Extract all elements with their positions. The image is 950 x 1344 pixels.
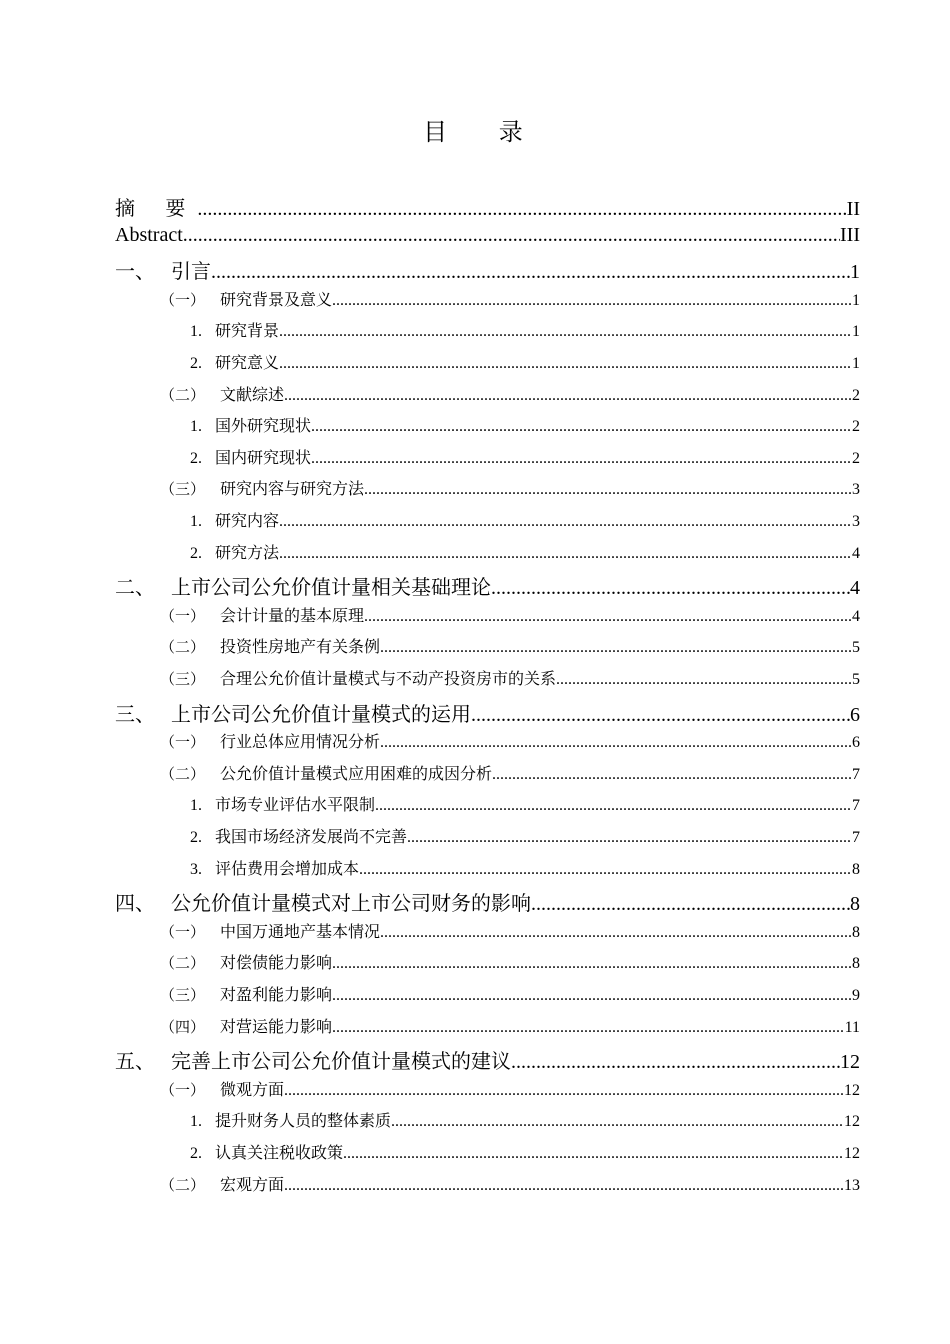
- toc-entry[interactable]: [190, 445, 860, 468]
- toc-entry[interactable]: [160, 603, 860, 626]
- toc-entry[interactable]: [190, 1140, 860, 1163]
- dot-leader: [359, 861, 852, 879]
- toc-entry[interactable]: [160, 950, 860, 973]
- dot-leader: [407, 829, 852, 847]
- dot-leader: [364, 608, 852, 626]
- dot-leader: [284, 387, 852, 405]
- toc-entry-page-number: 7: [852, 797, 860, 815]
- toc-entry-label: 公允价值计量模式对上市公司财务的影响: [171, 891, 531, 916]
- toc-entry-number: （二）: [160, 385, 206, 404]
- toc-entry[interactable]: [160, 287, 860, 310]
- toc-entry[interactable]: [160, 1014, 860, 1037]
- toc-entry[interactable]: [160, 476, 860, 499]
- toc-entry[interactable]: [190, 824, 860, 847]
- toc-entry[interactable]: [160, 1172, 860, 1195]
- toc-entry-label: 认真关注税收政策: [215, 1143, 344, 1162]
- toc-entry-number: （二）: [160, 638, 206, 657]
- dot-leader: [279, 323, 852, 341]
- toc-entry-label: 研究内容与研究方法: [220, 479, 365, 499]
- toc-title: 目 录: [423, 118, 545, 146]
- toc-entry-label: 完善上市公司公允价值计量模式的建议: [171, 1049, 511, 1074]
- toc-entry-page-number: 2: [852, 449, 860, 467]
- toc-entry-number: （四）: [160, 1017, 206, 1036]
- toc-entry-page-number: 4: [852, 607, 860, 625]
- toc-entry-label: 文献综述: [220, 384, 285, 404]
- toc-entry[interactable]: [160, 729, 860, 752]
- toc-entry-number: （三）: [160, 670, 206, 688]
- toc-entry-number: 1.: [190, 1113, 202, 1131]
- toc-entry-page-number: 12: [844, 1145, 860, 1162]
- toc-entry-number: 3.: [190, 860, 202, 878]
- toc-entry-page-number: 13: [844, 1176, 860, 1194]
- toc-entry[interactable]: [190, 508, 860, 531]
- toc-entry[interactable]: [190, 350, 860, 373]
- toc-entry-page-number: 5: [852, 671, 860, 688]
- toc-entry-label: 对偿债能力影响: [220, 953, 333, 973]
- toc-entry-page-number: 12: [844, 1081, 860, 1099]
- dot-leader: [491, 577, 850, 600]
- toc-entry[interactable]: [115, 571, 860, 600]
- toc-entry-label: 公允价值计量模式应用困难的成因分析: [220, 763, 493, 783]
- toc-entry-page-number: 8: [850, 893, 860, 916]
- toc-entry-page-number: 1: [852, 355, 860, 372]
- toc-entry-number: （二）: [160, 764, 206, 783]
- toc-entry-label: 研究背景及意义: [220, 289, 333, 309]
- toc-entry-page-number: 3: [852, 481, 860, 499]
- toc-entry-label: 中国万通地产基本情况: [220, 921, 381, 941]
- toc-entry-page-number: 6: [852, 734, 860, 752]
- toc-entry-label: 合理公允价值计量模式与不动产投资房市的关系: [220, 669, 557, 688]
- toc-entry-number: （一）: [160, 922, 206, 941]
- dot-leader: [279, 545, 852, 563]
- toc-entry-number: 2.: [190, 1145, 202, 1162]
- toc-entry[interactable]: [115, 698, 860, 727]
- toc-entry-number: （三）: [160, 986, 206, 1004]
- toc-entry-label: 提升财务人员的整体素质: [215, 1111, 392, 1131]
- dot-leader: [197, 198, 846, 221]
- toc-entry[interactable]: [160, 382, 860, 405]
- toc-entry[interactable]: [115, 192, 860, 221]
- toc-entry-page-number: 2: [852, 418, 860, 436]
- dot-leader: [332, 1019, 845, 1037]
- dot-leader: [556, 671, 852, 689]
- toc-entry-page-number: 9: [852, 987, 860, 1004]
- toc-entry-page-number: 12: [844, 1113, 860, 1131]
- dot-leader: [343, 1145, 844, 1163]
- dot-leader: [375, 797, 852, 815]
- dot-leader: [183, 224, 840, 247]
- toc-entry-number: （二）: [160, 954, 206, 973]
- toc-entry-number: 1.: [190, 513, 202, 530]
- toc-entry-label: 评估费用会增加成本: [215, 858, 360, 878]
- toc-entry-label: 微观方面: [220, 1079, 285, 1099]
- toc-entry-number: 1.: [190, 797, 202, 815]
- dot-leader: [364, 481, 852, 499]
- dot-leader: [332, 987, 852, 1005]
- dot-leader: [279, 355, 852, 373]
- toc-entry-number: 2.: [190, 355, 202, 372]
- toc-entry-number: 2.: [190, 449, 202, 467]
- toc-entry-page-number: 8: [852, 923, 860, 941]
- dot-leader: [311, 450, 852, 468]
- dot-leader: [332, 292, 852, 310]
- toc-entry-label: 上市公司公允价值计量相关基础理论: [171, 575, 491, 600]
- toc-entry-page-number: 1: [852, 291, 860, 309]
- toc-entry-page-number: 2: [852, 386, 860, 404]
- toc-entry-number: 四、: [115, 891, 155, 916]
- toc-entry-number: （一）: [160, 606, 206, 625]
- toc-entry[interactable]: [115, 224, 860, 247]
- dot-leader: [471, 704, 850, 727]
- toc-entry-label: 研究内容: [215, 511, 280, 530]
- toc-entry-number: 二、: [115, 575, 155, 600]
- dot-leader: [380, 639, 852, 657]
- toc-entry-number: 五、: [115, 1049, 155, 1074]
- toc-entry-page-number: 3: [852, 513, 860, 530]
- toc-entry-label: 行业总体应用情况分析: [220, 732, 381, 752]
- toc-entry-page-number: 7: [852, 829, 860, 846]
- toc-entry-number: 1.: [190, 418, 202, 436]
- toc-entry-page-number: 8: [852, 860, 860, 878]
- toc-entry-label: 研究背景: [215, 321, 280, 341]
- toc-entry[interactable]: [160, 982, 860, 1005]
- toc-entry-number: 一、: [115, 259, 155, 284]
- toc-entry[interactable]: [160, 919, 860, 942]
- toc-entry[interactable]: [190, 318, 860, 341]
- toc-entry-label: 国内研究现状: [215, 447, 312, 467]
- dot-leader: [279, 513, 852, 531]
- toc-entry[interactable]: [190, 413, 860, 436]
- dot-leader: [332, 955, 852, 973]
- dot-leader: [492, 766, 852, 784]
- toc-entry-number: 2.: [190, 829, 202, 846]
- toc-entry-number: （三）: [160, 480, 206, 499]
- toc-entry-label: 研究方法: [215, 542, 280, 562]
- dot-leader: [311, 418, 852, 436]
- dot-leader: [211, 261, 850, 284]
- toc-entry[interactable]: [190, 540, 860, 563]
- toc-entry[interactable]: [190, 856, 860, 879]
- toc-entry[interactable]: [190, 792, 860, 815]
- toc-entry[interactable]: [160, 634, 860, 657]
- dot-leader: [380, 734, 852, 752]
- toc-entry-label: 国外研究现状: [215, 416, 312, 436]
- toc-entry-page-number: 7: [852, 765, 860, 783]
- toc-entry-label: 市场专业评估水平限制: [215, 795, 376, 815]
- toc-entry-number: （一）: [160, 1080, 206, 1099]
- toc-entry-page-number: 11: [844, 1018, 860, 1036]
- toc-entry-page-number: 1: [852, 323, 860, 341]
- toc-entry-label: 对营运能力影响: [220, 1016, 333, 1036]
- toc-entry-page-number: II: [846, 198, 860, 220]
- toc-entry-page-number: 1: [850, 261, 860, 284]
- toc-entry-label: 我国市场经济发展尚不完善: [215, 827, 408, 846]
- toc-entry-page-number: 4: [850, 577, 860, 600]
- toc-entry[interactable]: [160, 761, 860, 784]
- toc-entry-number: 三、: [115, 701, 155, 726]
- dot-leader: [511, 1051, 840, 1074]
- dot-leader: [391, 1113, 844, 1131]
- toc-entry-number: （二）: [160, 1175, 206, 1194]
- toc-entry-page-number: 12: [840, 1051, 860, 1074]
- dot-leader: [531, 893, 850, 916]
- toc-entry-label: 宏观方面: [220, 1174, 285, 1194]
- toc-entry[interactable]: [115, 255, 860, 284]
- toc-entry-label: 引言: [171, 259, 211, 284]
- toc-entry-page-number: III: [840, 223, 860, 246]
- toc-entry-page-number: 6: [850, 703, 860, 726]
- toc-entry-page-number: 4: [852, 544, 860, 562]
- toc-entry[interactable]: [160, 666, 860, 689]
- toc-entry[interactable]: [115, 887, 860, 916]
- toc-entry[interactable]: [160, 1077, 860, 1100]
- toc-entry-label: 会计计量的基本原理: [220, 605, 365, 625]
- toc-entry[interactable]: [115, 1045, 860, 1074]
- toc-entry-label: 摘 要: [115, 196, 198, 220]
- toc-entry-label: 对盈利能力影响: [220, 985, 333, 1004]
- toc-entry-label: Abstract: [115, 223, 183, 246]
- toc-entry-number: 1.: [190, 323, 202, 341]
- dot-leader: [380, 924, 852, 942]
- toc-entry-page-number: 8: [852, 955, 860, 973]
- toc-entry-page-number: 5: [852, 639, 860, 657]
- toc-entry-number: 2.: [190, 544, 202, 562]
- toc-entry[interactable]: [190, 1108, 860, 1131]
- toc-entry-number: （一）: [160, 733, 206, 752]
- dot-leader: [284, 1082, 844, 1100]
- dot-leader: [284, 1177, 844, 1195]
- toc-entry-label: 研究意义: [215, 353, 280, 372]
- toc-entry-number: （一）: [160, 290, 206, 309]
- toc-entry-label: 投资性房地产有关条例: [220, 637, 381, 657]
- toc-entry-label: 上市公司公允价值计量模式的运用: [171, 701, 471, 726]
